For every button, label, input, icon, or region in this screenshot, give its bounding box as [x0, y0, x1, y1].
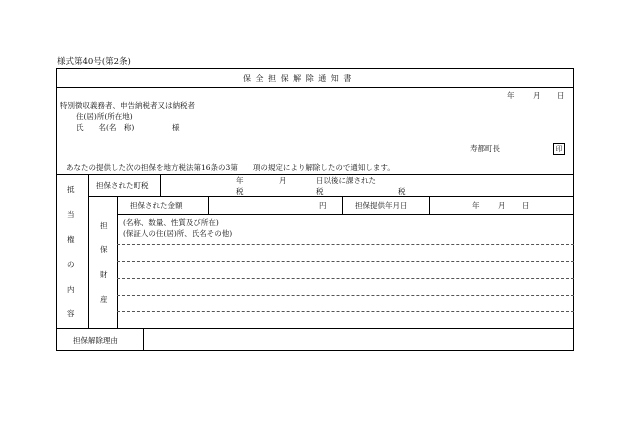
provision-date-month-label: 月: [498, 201, 506, 210]
issuer-title: 寿都町長: [470, 144, 500, 153]
secured-tax-year-label: 年: [236, 176, 244, 185]
recipient-address-label: 住(居)所(所在地): [76, 112, 133, 121]
property-description-line2: (保証人の住(居)所、氏名その他): [123, 229, 233, 238]
secured-tax-kind-1: 税: [236, 187, 244, 196]
secured-tax-label: 担保された町税: [96, 181, 149, 190]
section-label-char: 容: [67, 309, 75, 318]
secured-tax-month-label: 月: [279, 176, 287, 185]
property-description-line1: (名称、数量、性質及び所在): [123, 218, 219, 227]
property-entry-line: [117, 311, 574, 312]
secured-amount-bottom-divider: [117, 214, 574, 215]
property-label-char: 保: [100, 245, 108, 254]
section-label-char: の: [67, 260, 75, 269]
provision-date-day-label: 日: [522, 201, 530, 210]
property-label-char: 担: [100, 221, 108, 230]
property-entry-line: [117, 244, 574, 245]
form-number: 様式第40号(第2条): [57, 57, 131, 67]
property-entry-line: [117, 295, 574, 296]
property-label-char: 財: [100, 270, 108, 279]
date-month-label: 月: [533, 91, 541, 100]
title-divider: [56, 87, 574, 88]
property-entry-line: [117, 261, 574, 262]
secured-amount-divider: [208, 196, 209, 214]
provision-date-year-label: 年: [472, 201, 480, 210]
secured-tax-after-text: 日以後に課された: [316, 176, 376, 185]
date-year-label: 年: [507, 91, 515, 100]
property-label-column-divider: [117, 196, 118, 328]
table-top-divider: [56, 174, 574, 175]
provision-date-divider-left: [342, 196, 343, 214]
secured-amount-unit: 円: [319, 201, 327, 210]
secured-tax-divider: [160, 174, 161, 196]
release-reason-label: 担保解除理由: [73, 336, 118, 345]
notice-text: あなたの提供した次の担保を地方税法第16条の3第 項の規定により解除したので通知します。: [66, 163, 395, 172]
section-label-char: 権: [67, 235, 75, 244]
form-title: 保 全 担 保 解 除 通 知 書: [243, 74, 353, 83]
seal-mark: 印: [553, 143, 565, 155]
section-label-char: 内: [67, 285, 75, 294]
section-label-char: 抵: [67, 185, 75, 194]
property-label-char: 産: [100, 295, 108, 304]
provision-date-label: 担保提供年月日: [355, 201, 408, 210]
recipient-honorific: 様: [172, 123, 180, 132]
property-entry-line: [117, 278, 574, 279]
secured-tax-kind-3: 税: [398, 187, 406, 196]
section-label-char: 当: [67, 210, 75, 219]
release-reason-top-divider: [56, 328, 574, 329]
secured-tax-kind-2: 税: [316, 187, 324, 196]
date-day-label: 日: [557, 91, 565, 100]
secured-amount-label: 担保された金額: [130, 201, 183, 210]
recipient-type: 特別徴収義務者、申告納税者又は納税者: [60, 101, 195, 110]
recipient-name-label: 氏 名(名 称): [76, 123, 135, 132]
secured-tax-bottom-divider: [88, 196, 574, 197]
provision-date-divider-right: [429, 196, 430, 214]
section-label-column-divider: [88, 174, 89, 328]
release-reason-divider: [143, 328, 144, 351]
